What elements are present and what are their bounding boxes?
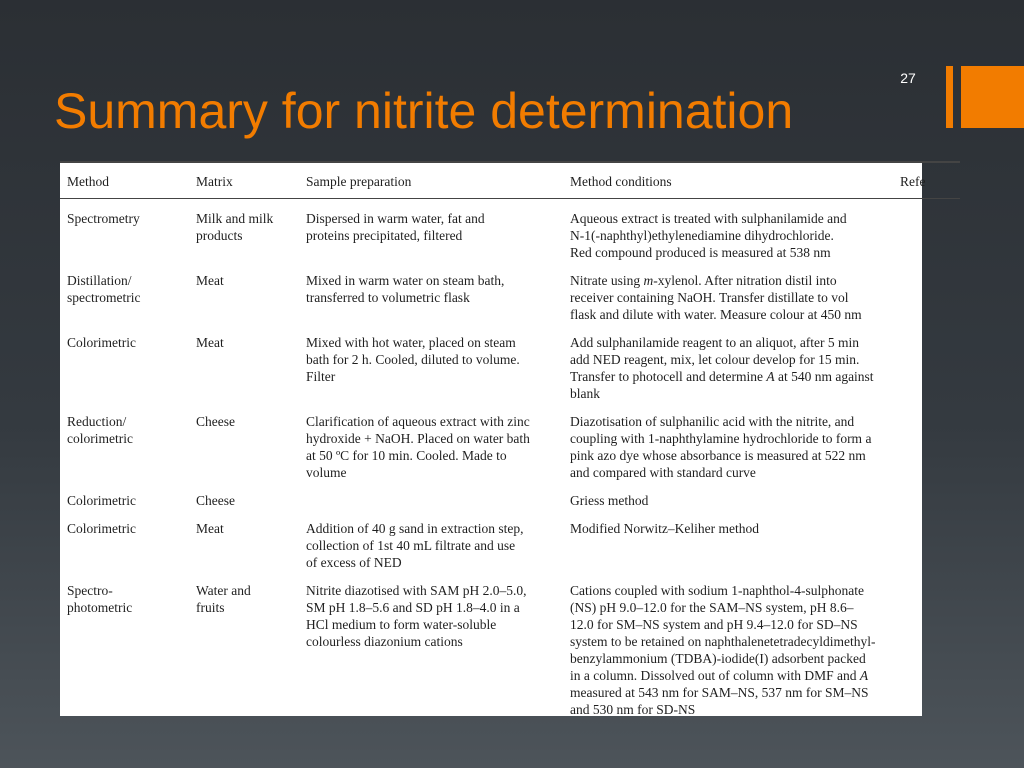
cell-matrix xyxy=(196,580,306,727)
cell-line: collection of 1st 40 mL filtrate and use xyxy=(306,538,516,553)
cell-method-conditions xyxy=(570,518,900,580)
cell-line: Dispersed in warm water, fat and xyxy=(306,211,485,226)
cell-line: volume xyxy=(306,465,347,480)
cell-line: hydroxide + NaOH. Placed on water bath xyxy=(306,431,530,446)
cell-sample-preparation xyxy=(306,580,570,727)
cell-line: Clarification of aqueous extract with zinc xyxy=(306,414,530,429)
cell-line: Nitrite diazotised with SAM pH 2.0–5.0, xyxy=(306,583,527,598)
cell-line: Water and xyxy=(196,583,251,598)
cell-sample-preparation xyxy=(306,332,570,411)
cell-reference xyxy=(900,490,960,518)
cell-matrix xyxy=(196,199,306,271)
cell-line: (NS) pH 9.0–12.0 for the SAM–NS system, pH 8.6– xyxy=(570,600,854,615)
cell-method xyxy=(60,490,196,518)
cell-method-conditions xyxy=(570,580,900,727)
cell-method-conditions xyxy=(570,270,900,332)
cell-line: Red compound produced is measured at 538 nm xyxy=(570,245,831,260)
table-row xyxy=(60,580,960,727)
cell-line: flask and dilute with water. Measure colour at 450 nm xyxy=(570,307,862,322)
cell-line: Modified Norwitz–Keliher method xyxy=(570,521,759,536)
cell-matrix xyxy=(196,518,306,580)
cell-matrix xyxy=(196,490,306,518)
cell-line: at 50 ºC for 10 min. Cooled. Made to xyxy=(306,448,507,463)
cell-line: SM pH 1.8–5.6 and SD pH 1.8–4.0 in a xyxy=(306,600,520,615)
cell-method xyxy=(60,332,196,411)
cell-line: Milk and milk xyxy=(196,211,274,226)
table-row xyxy=(60,518,960,580)
table-row xyxy=(60,332,960,411)
header-sample-preparation: Sample preparation xyxy=(306,162,570,199)
cell-reference xyxy=(900,332,960,411)
cell-reference xyxy=(900,199,960,271)
cell-line: photometric xyxy=(67,600,133,615)
table-row xyxy=(60,490,960,518)
accent-bar-thin xyxy=(946,66,953,128)
header-method: Method xyxy=(60,162,196,199)
table-row xyxy=(60,199,960,271)
cell-method xyxy=(60,270,196,332)
cell-line: Cheese xyxy=(196,493,235,508)
cell-line: Spectro- xyxy=(67,583,113,598)
table-body xyxy=(60,199,960,728)
cell-matrix xyxy=(196,332,306,411)
slide-number: 27 xyxy=(900,70,916,86)
cell-line: Distillation/ xyxy=(67,273,132,288)
table-row xyxy=(60,411,960,490)
cell-line: Spectrometry xyxy=(67,211,140,226)
cell-line: Griess method xyxy=(570,493,649,508)
cell-matrix xyxy=(196,411,306,490)
cell-line: colorimetric xyxy=(67,431,133,446)
cell-line: Colorimetric xyxy=(67,493,136,508)
cell-line: Add sulphanilamide reagent to an aliquot, after 5 min xyxy=(570,335,860,350)
cell-line: Reduction/ xyxy=(67,414,127,429)
cell-line: Transfer to photocell and determine A at 540 nm against xyxy=(570,369,874,384)
cell-method xyxy=(60,518,196,580)
cell-line: Cations coupled with sodium 1-naphthol-4-sulphonate xyxy=(570,583,864,598)
cell-method xyxy=(60,411,196,490)
cell-line: bath for 2 h. Cooled, diluted to volume. xyxy=(306,352,520,367)
cell-sample-preparation xyxy=(306,411,570,490)
cell-sample-preparation xyxy=(306,490,570,518)
cell-line: transferred to volumetric flask xyxy=(306,290,470,305)
cell-line: Aqueous extract is treated with sulphanilamide and xyxy=(570,211,847,226)
cell-sample-preparation xyxy=(306,518,570,580)
cell-line: proteins precipitated, filtered xyxy=(306,228,463,243)
cell-line: and 530 nm for SD-NS xyxy=(570,702,696,717)
cell-line: measured at 543 nm for SAM–NS, 537 nm for SM–NS xyxy=(570,685,869,700)
cell-line: Diazotisation of sulphanilic acid with the nitrite, and xyxy=(570,414,855,429)
cell-line: Filter xyxy=(306,369,336,384)
cell-reference xyxy=(900,411,960,490)
cell-reference xyxy=(900,518,960,580)
cell-line: coupling with 1-naphthylamine hydrochloride to form a xyxy=(570,431,872,446)
cell-method-conditions xyxy=(570,199,900,271)
cell-method-conditions xyxy=(570,411,900,490)
header-matrix: Matrix xyxy=(196,162,306,199)
cell-reference xyxy=(900,270,960,332)
slide-title: Summary for nitrite determination xyxy=(54,83,794,139)
cell-reference xyxy=(900,580,960,727)
cell-line: HCl medium to form water-soluble xyxy=(306,617,497,632)
cell-line: Meat xyxy=(196,273,224,288)
cell-matrix xyxy=(196,270,306,332)
table-header-row xyxy=(60,162,960,199)
cell-line: Mixed with hot water, placed on steam xyxy=(306,335,516,350)
cell-line: add NED reagent, mix, let colour develop for 15 min. xyxy=(570,352,860,367)
cell-line: Colorimetric xyxy=(67,521,136,536)
cell-line: colourless diazonium cations xyxy=(306,634,463,649)
header-method-conditions: Method conditions xyxy=(570,162,900,199)
cell-sample-preparation xyxy=(306,270,570,332)
cell-line: Nitrate using m-xylenol. After nitration distil into xyxy=(570,273,837,288)
cell-line: Mixed in warm water on steam bath, xyxy=(306,273,505,288)
cell-line: N-1(-naphthyl)ethylenediamine dihydrochloride. xyxy=(570,228,834,243)
cell-line: receiver containing NaOH. Transfer distillate to vol xyxy=(570,290,849,305)
cell-line: 12.0 for SM–NS system and pH 9.4–12.0 for SD–NS xyxy=(570,617,858,632)
cell-line: of excess of NED xyxy=(306,555,402,570)
cell-line: pink azo dye whose absorbance is measured at 522 nm xyxy=(570,448,866,463)
cell-sample-preparation xyxy=(306,199,570,271)
cell-method-conditions xyxy=(570,490,900,518)
cell-line: products xyxy=(196,228,243,243)
cell-line: system to be retained on naphthalenetetradecyldimethyl- xyxy=(570,634,876,649)
accent-block xyxy=(961,66,1024,128)
cell-line: Cheese xyxy=(196,414,235,429)
cell-line: Colorimetric xyxy=(67,335,136,350)
cell-method xyxy=(60,580,196,727)
cell-line: blank xyxy=(570,386,600,401)
cell-line: spectrometric xyxy=(67,290,141,305)
cell-line: fruits xyxy=(196,600,225,615)
table-row xyxy=(60,270,960,332)
cell-line: Meat xyxy=(196,335,224,350)
cell-method-conditions xyxy=(570,332,900,411)
header-reference: Refe xyxy=(900,162,960,199)
cell-line: Meat xyxy=(196,521,224,536)
cell-line: and compared with standard curve xyxy=(570,465,756,480)
cell-line: Addition of 40 g sand in extraction step, xyxy=(306,521,524,536)
methods-table-image xyxy=(60,161,926,717)
cell-line: in a column. Dissolved out of column with DMF and A xyxy=(570,668,869,683)
cell-line: benzylammonium (TDBA)-iodide(I) adsorbent packed xyxy=(570,651,866,666)
cell-method xyxy=(60,199,196,271)
methods-table xyxy=(60,161,960,727)
